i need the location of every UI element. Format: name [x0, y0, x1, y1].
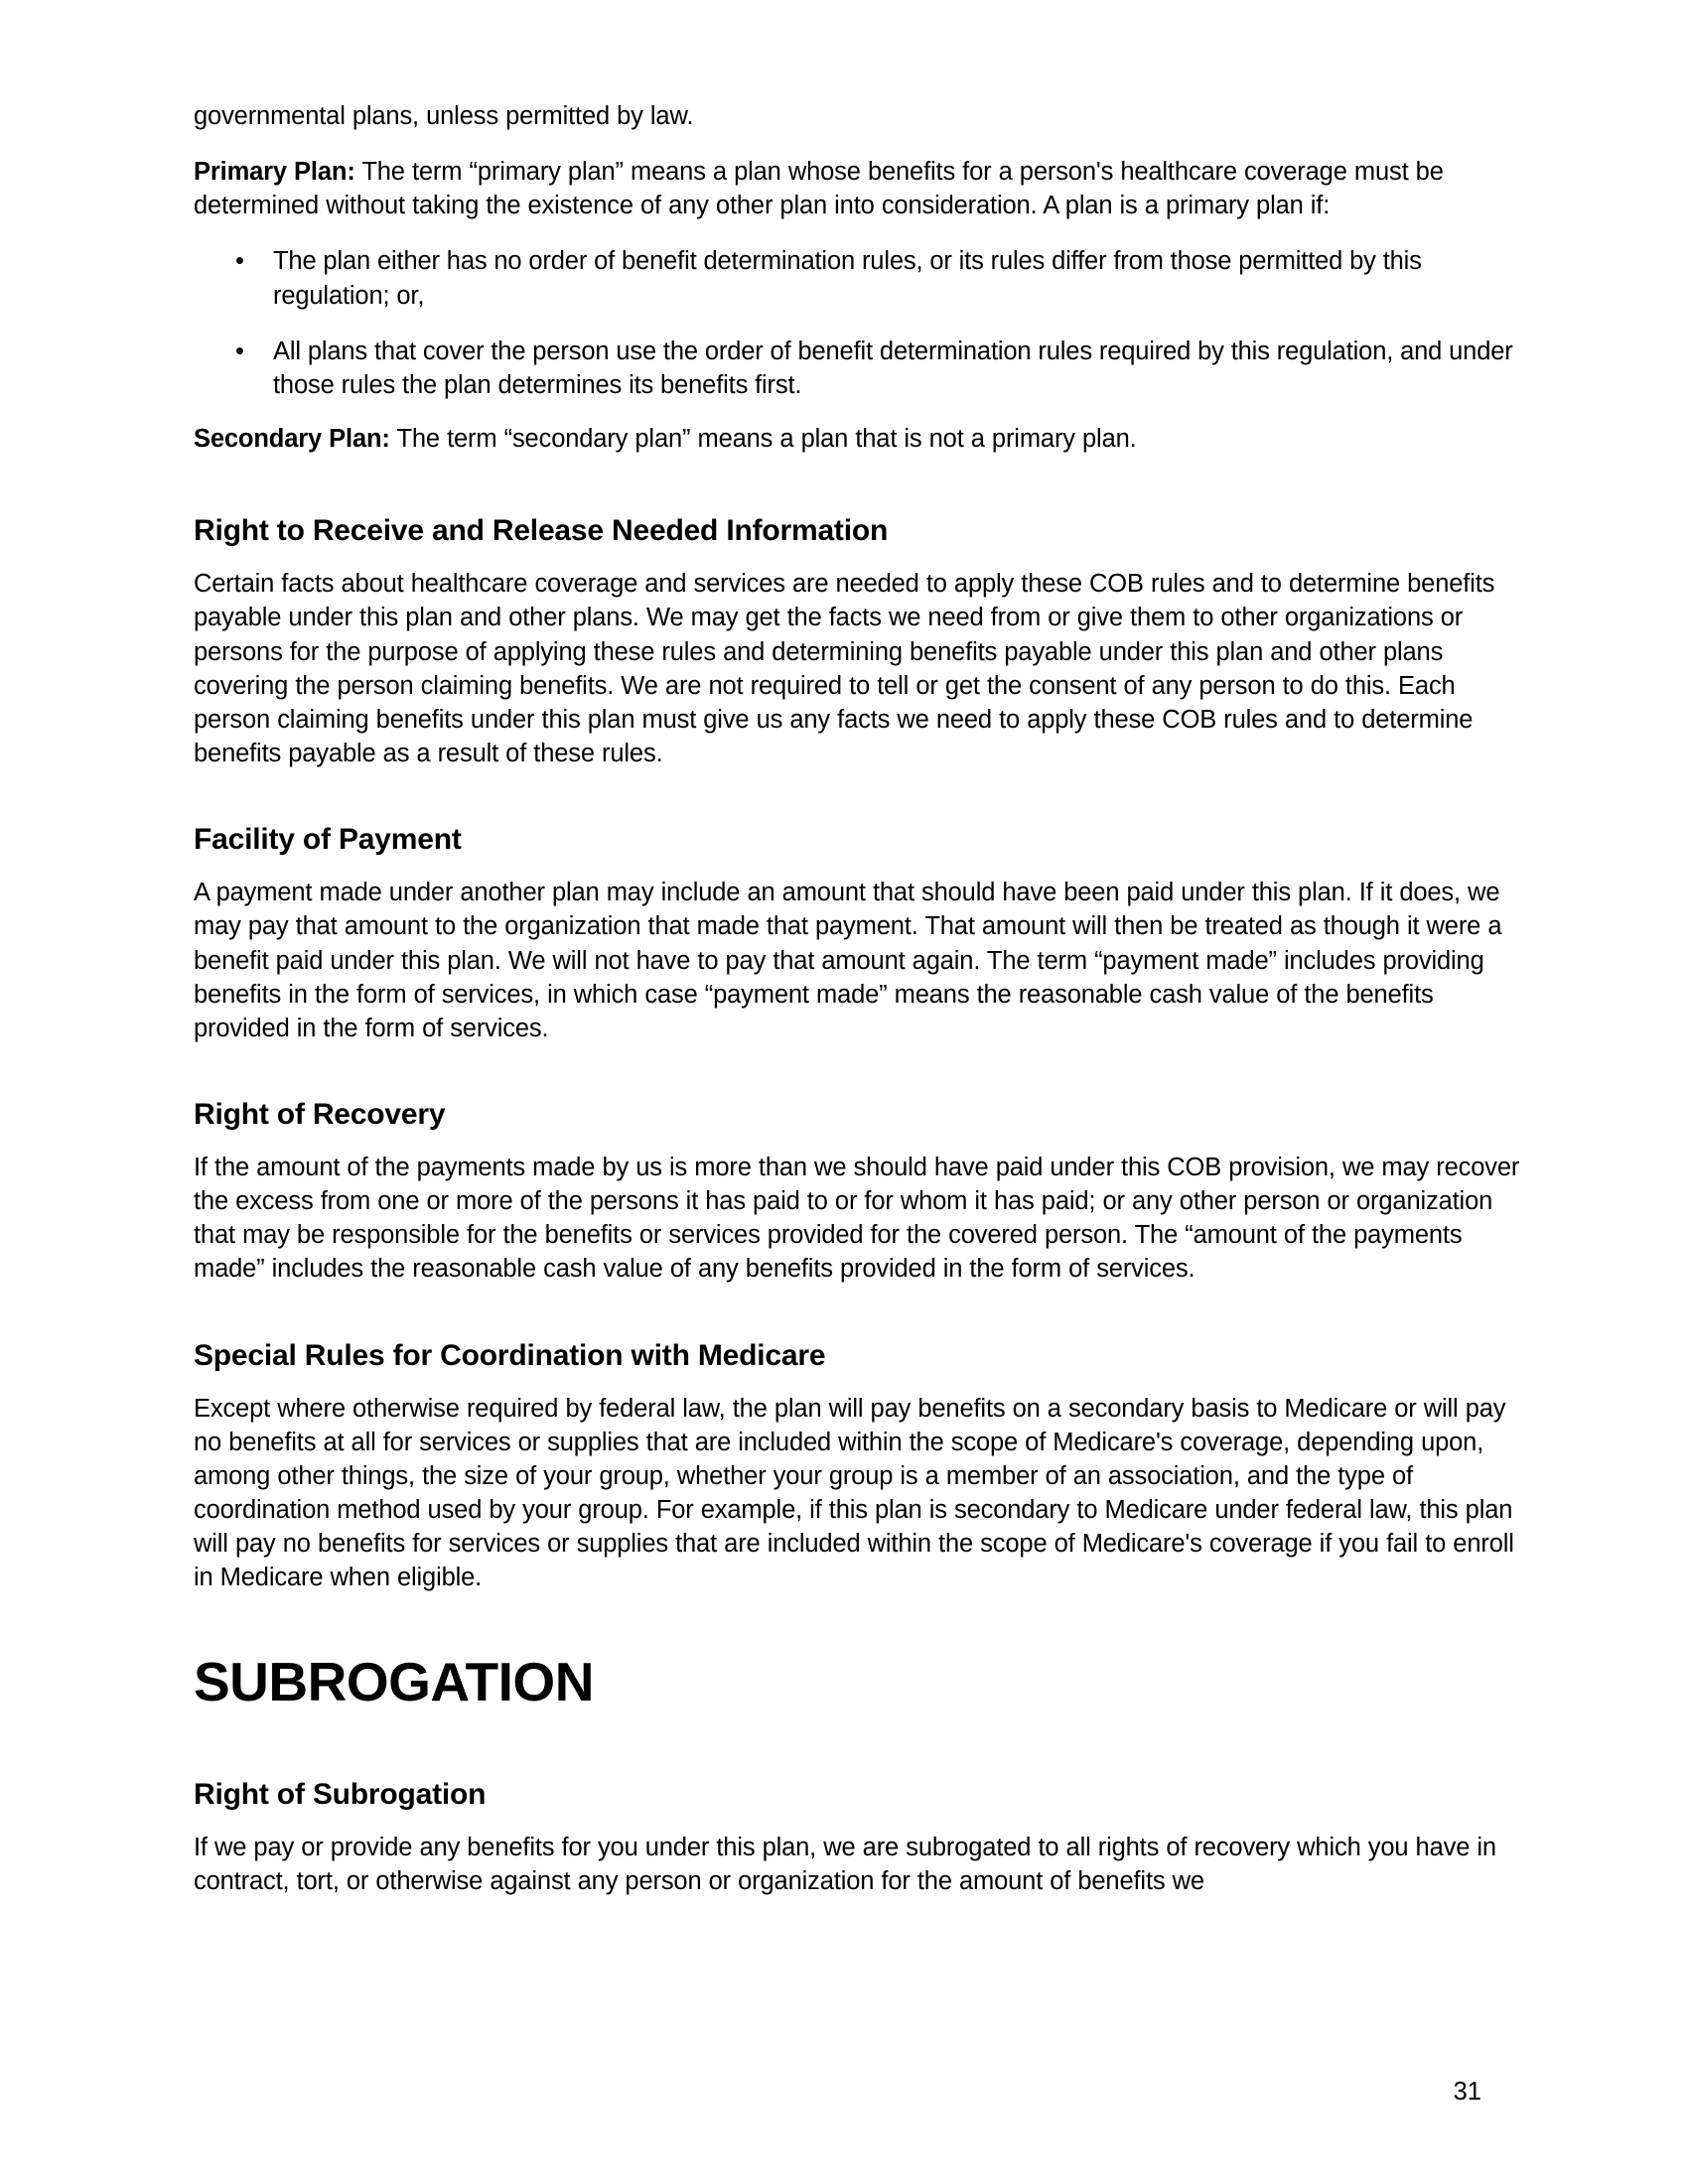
list-item: [194, 335, 1529, 402]
secondary-plan-term: Secondary Plan:: [194, 425, 390, 454]
secondary-plan-definition: [194, 422, 1529, 456]
section-heading-right-to-receive: Right to Receive and Release Needed Information: [194, 514, 889, 548]
list-item: [194, 244, 1529, 312]
section-paragraph-right-to-receive: Certain facts about healthcare coverage and services are needed to apply these COB rules and to determine benefits payable under this plan and other plans. We may get the facts we need from or give them to other organizations or persons for the purpose of applying these rules and determining benefits payable under this plan and other plans covering the person claiming benefits. We are not required to tell or get the consent of any person to do this. Each person claiming benefits under this plan must give us any facts we need to apply these COB rules and to determine benefits payable as a result of these rules.: [194, 570, 1495, 768]
section-paragraph-special-rules-medicare: Except where otherwise required by federal law, the plan will pay benefits on a secondary basis to Medicare or will pay no benefits at all for services or supplies that are included within the scope of Medicare's coverage, depending upon, among other things, the size of your group, whether your group is a member of an association, and the type of coordination method used by your group. For example, if this plan is secondary to Medicare under federal law, this plan will pay no benefits for services or supplies that are included within the scope of Medicare's coverage if you fail to enroll in Medicare when eligible.: [194, 1394, 1514, 1592]
bullet-icon: •: [235, 337, 244, 365]
primary-plan-text: The term “primary plan” means a plan whose benefits for a person's healthcare coverage must be determined without taking the existence of any other plan into consideration. A plan is a primary plan if:: [194, 158, 1444, 220]
primary-plan-bullet-list: [194, 244, 1529, 402]
section-paragraph-right-of-subrogation: If we pay or provide any benefits for you under this plan, we are subrogated to all rights of recovery which you have in contract, tort, or otherwise against any person or organization for the amount of benefits we: [194, 1833, 1496, 1895]
page-title-subrogation: SUBROGATION: [194, 1650, 594, 1712]
intro-paragraph: governmental plans, unless permitted by law.: [194, 102, 694, 130]
section-heading-right-of-recovery: Right of Recovery: [194, 1097, 446, 1131]
page-number: 31: [1453, 2077, 1481, 2106]
secondary-plan-text: The term “secondary plan” means a plan that is not a primary plan.: [389, 425, 1137, 454]
page-content: [194, 99, 1529, 1898]
primary-plan-term: Primary Plan:: [194, 158, 355, 187]
primary-plan-definition: [194, 155, 1529, 222]
section-paragraph-facility-of-payment: A payment made under another plan may include an amount that should have been paid under this plan. If it does, we may pay that amount to the organization that made that payment. That amount will then be treated as though it were a benefit paid under this plan. We will not have to pay that amount again. The term “payment made” includes providing benefits in the form of services, in which case “payment made” means the reasonable cash value of the benefits provided in the form of services.: [194, 879, 1502, 1042]
section-heading-facility-of-payment: Facility of Payment: [194, 823, 462, 857]
section-heading-special-rules-medicare: Special Rules for Coordination with Medicare: [194, 1338, 826, 1372]
section-paragraph-right-of-recovery: If the amount of the payments made by us is more than we should have paid under this COB provision, we may recover the excess from one or more of the persons it has paid to or for whom it has paid; or any other person or organization that may be responsible for the benefits or services provided for the covered person. The “amount of the payments made” includes the reasonable cash value of any benefits provided in the form of services.: [194, 1153, 1520, 1284]
list-item-text: The plan either has no order of benefit determination rules, or its rules differ from those permitted by this regulation; or,: [273, 247, 1422, 310]
list-item-text: All plans that cover the person use the order of benefit determination rules required by this regulation, and under those rules the plan determines its benefits first.: [273, 337, 1513, 399]
section-heading-right-of-subrogation: Right of Subrogation: [194, 1777, 487, 1811]
bullet-icon: •: [235, 247, 244, 276]
